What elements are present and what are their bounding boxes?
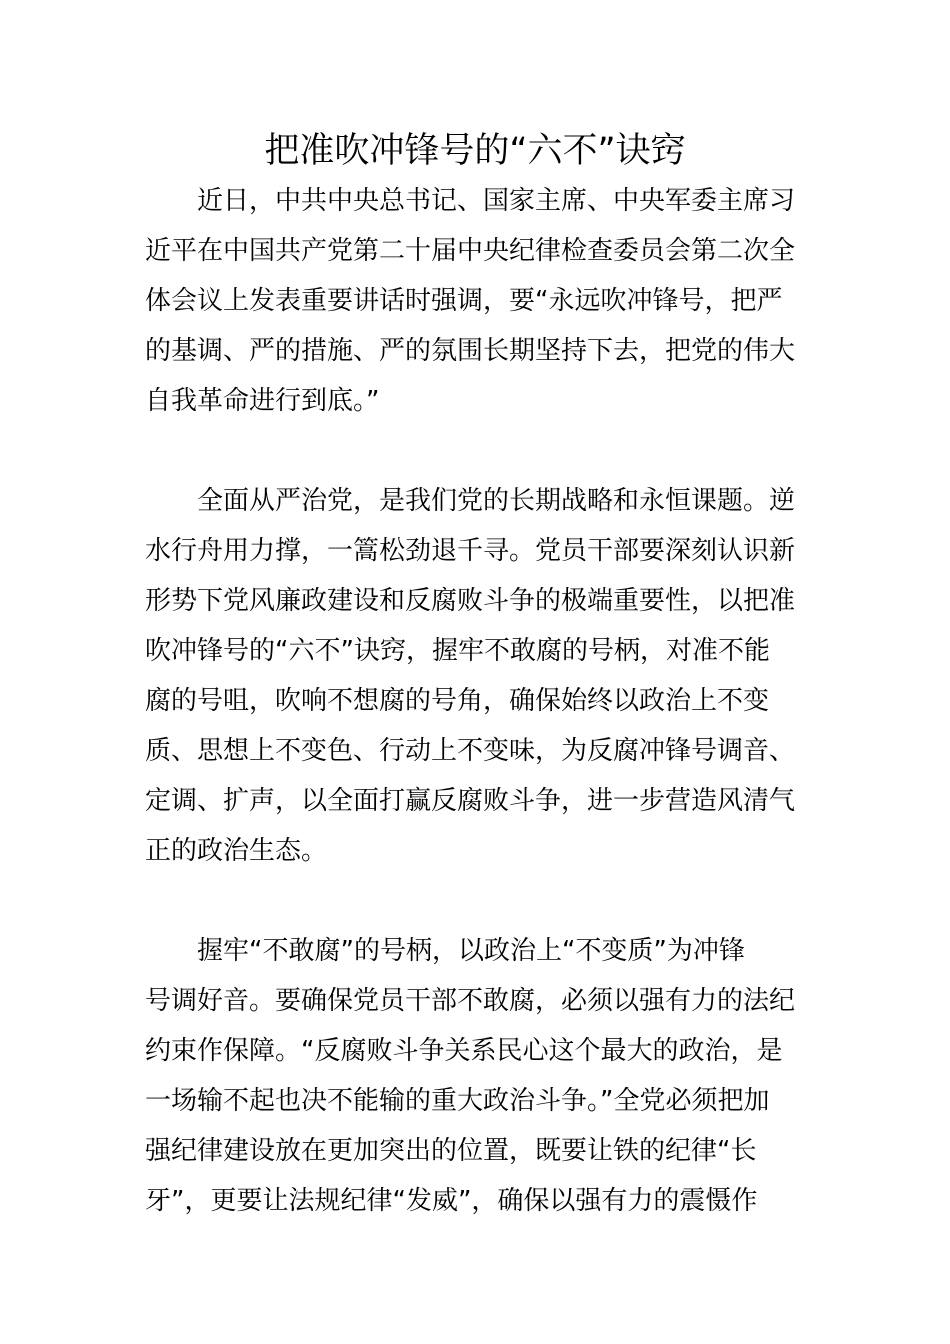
paragraph-line: 握牢“不敢腐”的号柄，以政治上“不变质”为冲锋 [197,936,745,966]
paragraph-2 [145,476,810,876]
paragraph-line: 强纪律建设放在更加突出的位置，既要让铁的纪律“长 [145,1136,757,1166]
paragraph-line: 正的政治生态。 [145,836,328,866]
document-body [145,176,810,1226]
paragraph-line: 定调、扩声，以全面打赢反腐败斗争，进一步营造风清气 [145,786,796,816]
paragraph-line: 牙”，更要让法规纪律“发威”，确保以强有力的震慑作 [145,1186,758,1216]
paragraph-line: 腐的号咀，吹响不想腐的号角，确保始终以政治上不变 [145,686,770,716]
paragraph-line: 全面从严治党，是我们党的长期战略和永恒课题。逆 [197,486,796,516]
paragraph-1 [145,176,810,426]
document-title: 把准吹冲锋号的“六不”诀窍 [264,131,686,171]
paragraph-line: 一场输不起也决不能输的重大政治斗争。”全党必须把加 [145,1086,770,1116]
paragraph-line: 近平在中国共产党第二十届中央纪律检查委员会第二次全 [145,236,796,266]
paragraph-line: 近日，中共中央总书记、国家主席、中央军委主席习 [197,186,796,216]
paragraph-line: 吹冲锋号的“六不”诀窍，握牢不敢腐的号柄，对准不能 [145,636,770,666]
paragraph-line: 自我革命进行到底。” [145,386,380,416]
paragraph-spacer [145,876,810,926]
paragraph-line: 的基调、严的措施、严的氛围长期坚持下去，把党的伟大 [145,336,796,366]
paragraph-line: 体会议上发表重要讲话时强调，要“永远吹冲锋号，把严 [145,286,783,316]
paragraph-3 [145,926,810,1226]
paragraph-line: 号调好音。要确保党员干部不敢腐，必须以强有力的法纪 [145,986,796,1016]
paragraph-line: 约束作保障。“反腐败斗争关系民心这个最大的政治，是 [145,1036,783,1066]
paragraph-line: 质、思想上不变色、行动上不变味，为反腐冲锋号调音、 [145,736,796,766]
paragraph-line: 形势下党风廉政建设和反腐败斗争的极端重要性，以把准 [145,586,796,616]
paragraph-spacer [145,426,810,476]
paragraph-line: 水行舟用力撑，一篙松劲退千寻。党员干部要深刻认识新 [145,536,796,566]
